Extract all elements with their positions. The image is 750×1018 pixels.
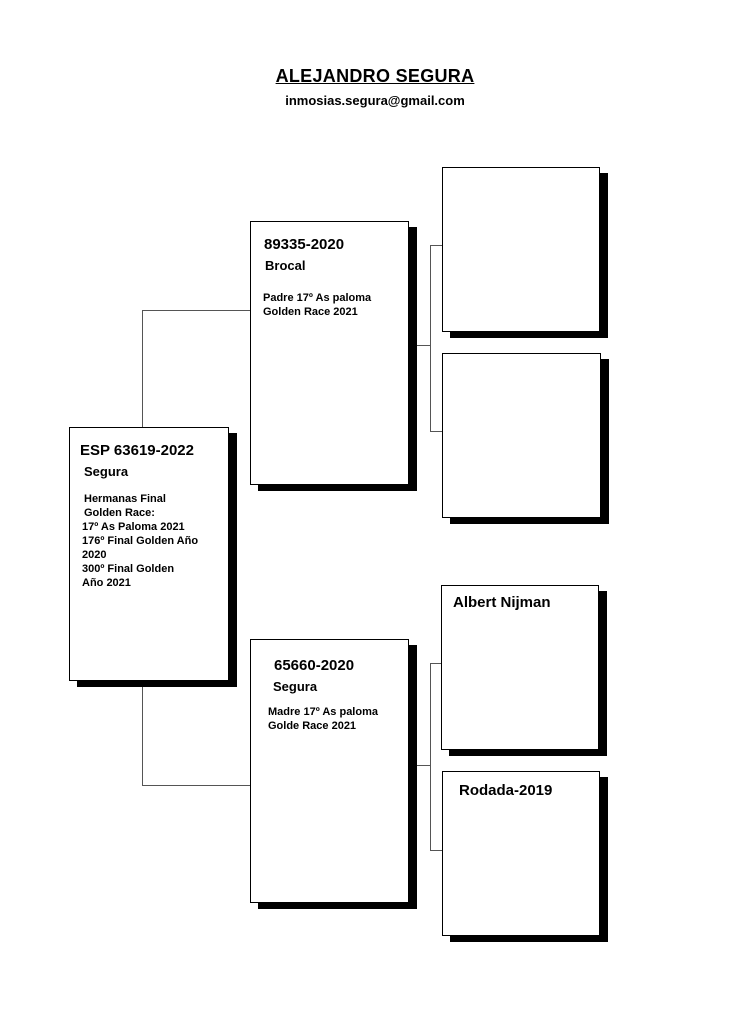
dam-dam-card (442, 771, 600, 936)
connector-line (142, 310, 250, 311)
note-line: Padre 17º As paloma (263, 292, 372, 304)
sire-card (250, 221, 409, 485)
sire-ring: 89335-2020 (264, 236, 345, 253)
note-line: 17º As Paloma 2021 (82, 521, 185, 533)
connector-line (142, 785, 250, 786)
sire-name: Brocal (265, 258, 306, 273)
dam-card (250, 639, 409, 903)
owner-name: ALEJANDRO SEGURA (275, 66, 475, 86)
connector-line (430, 431, 442, 432)
owner-email: inmosias.segura@gmail.com (285, 93, 465, 108)
subject-notes (82, 492, 198, 590)
note-line: 2020 (82, 549, 107, 561)
subject-ring: ESP 63619-2022 (80, 442, 194, 459)
note-line: 300º Final Golden (82, 563, 175, 575)
dam-sire-name: Albert Nijman (453, 594, 551, 611)
connector-line (430, 245, 431, 431)
note-line: Golde Race 2021 (268, 720, 357, 732)
connector-line (409, 765, 430, 766)
sire-sire-card (442, 167, 600, 332)
connector-line (409, 345, 430, 346)
sire-dam-card (442, 353, 601, 518)
note-line: Año 2021 (82, 577, 131, 589)
note-line: Golden Race: (84, 507, 155, 519)
connector-line (142, 310, 143, 428)
subject-name: Segura (84, 464, 129, 479)
connector-line (430, 663, 431, 850)
dam-name: Segura (273, 679, 318, 694)
note-line: Golden Race 2021 (263, 306, 358, 318)
note-line: Madre 17º As paloma (268, 706, 378, 718)
note-line: Hermanas Final (84, 493, 166, 505)
dam-ring: 65660-2020 (274, 657, 355, 674)
subject-card (69, 427, 229, 681)
dam-sire-card (441, 585, 599, 750)
dam-dam-name: Rodada-2019 (459, 782, 553, 799)
connector-line (430, 245, 442, 246)
note-line: 176º Final Golden Año (82, 535, 199, 547)
dam-notes (268, 705, 378, 733)
connector-line (142, 687, 143, 785)
connector-line (430, 850, 442, 851)
sire-notes (263, 291, 371, 319)
